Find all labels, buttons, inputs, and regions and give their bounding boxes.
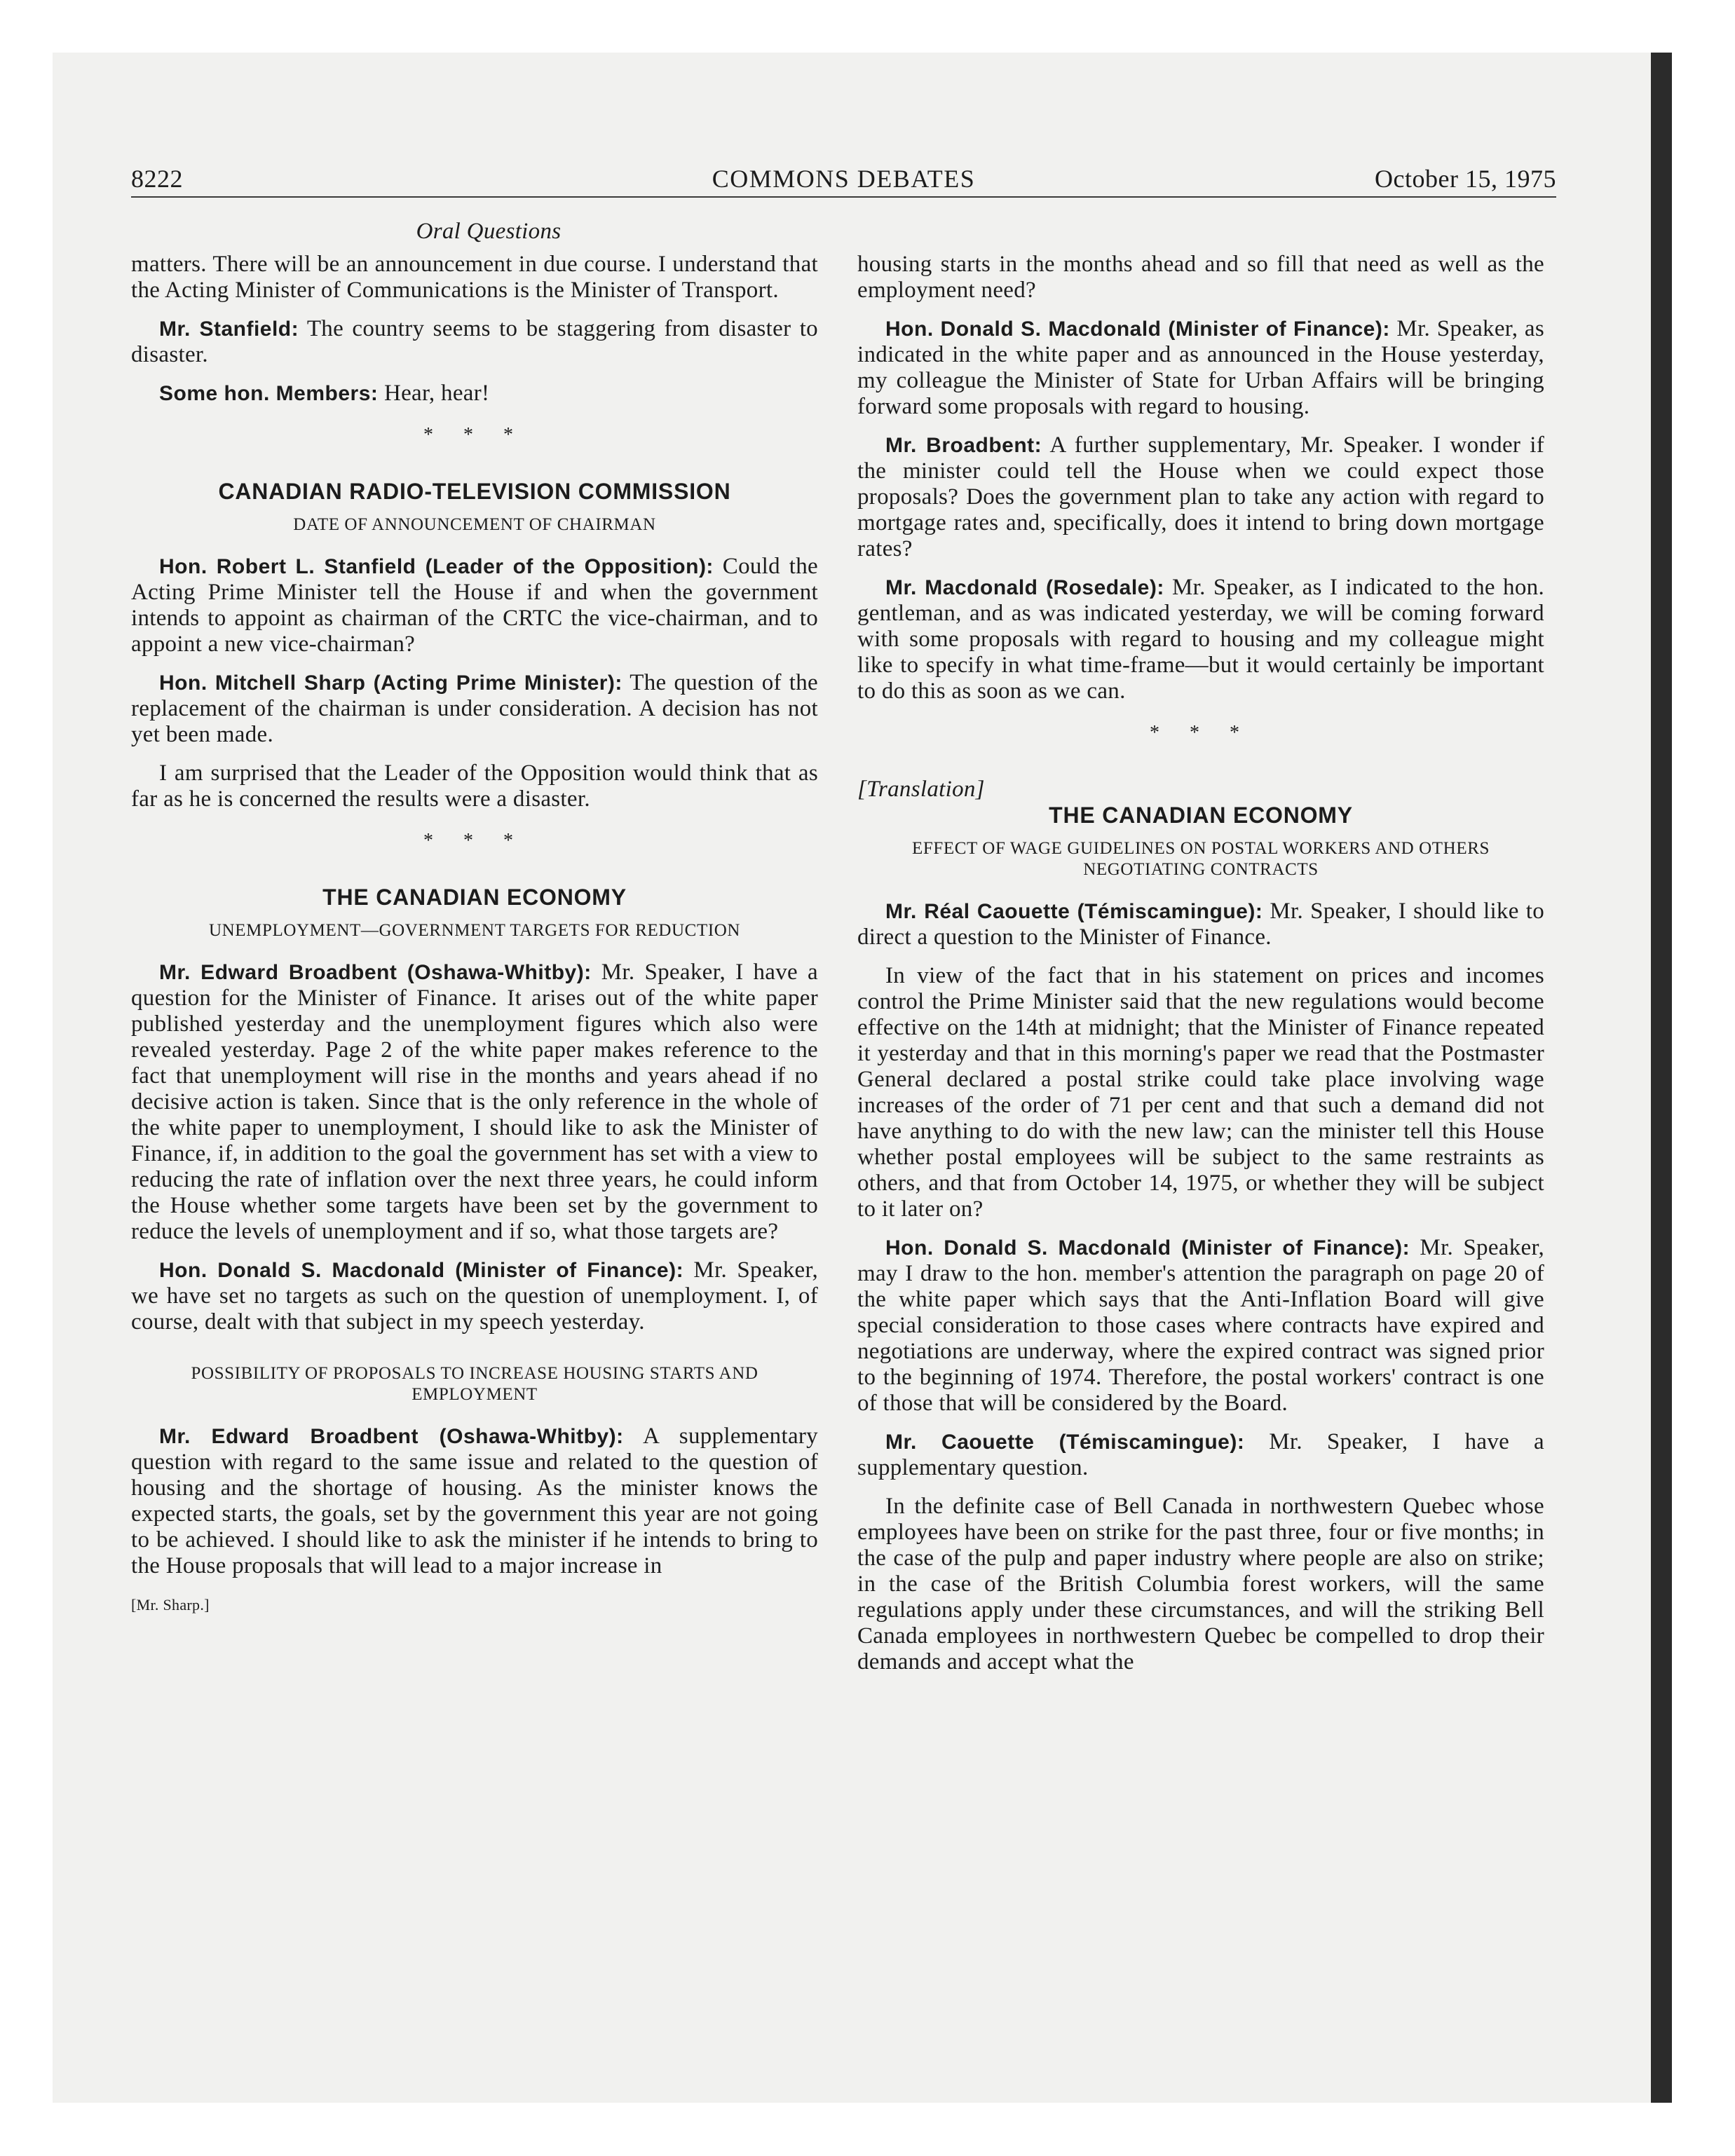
section-subheading: EFFECT OF WAGE GUIDELINES ON POSTAL WORKERS AND OTHERS NEGOTIATING CONTRACTS [912,839,1490,879]
page-header [131,163,1556,195]
paragraph [857,575,1544,704]
section-subheading: POSSIBILITY OF PROPOSALS TO INCREASE HOUSING STARTS AND EMPLOYMENT [191,1364,758,1404]
speaker-name: Mr. Réal Caouette (Témiscamingue): [885,900,1263,923]
paragraph: In view of the fact that in his statement on prices and incomes control the Prime Minister said that the new regulations would become effective on the 14th at midnight; that the Minister of Finance repeated it yesterday and that in this morning's paper we read that the Postmaster General declared a postal strike could take place involving wage increases of the order of 71 per cent and that such a demand did not have anything to do with the new law; can the minister tell this House whether postal employees will be subject to the same restraints as others, and that from October 14, 1975, or whether they will be subject to it later on? [857,963,1544,1222]
speaker-name: Mr. Caouette (Témiscamingue): [885,1431,1245,1454]
speech-text: The question of the replacement of the chairman is under consideration. A decision has not yet been made. [131,670,818,747]
speaker-name: Some hon. Members: [159,382,379,405]
speech-text: Mr. Speaker, may I draw to the hon. member's attention the paragraph on page 20 of the white paper which says that the Anti-Inflation Board will give special consideration to those cases where contracts have expired and negotiations are underway, where the expired contract was signed prior to the beginning of 1974. Therefore, the postal workers' contract is one of those that will be considered by the Board. [857,1235,1545,1416]
section-heading: THE CANADIAN ECONOMY [1049,803,1353,828]
speaker-name: Hon. Donald S. Macdonald (Minister of Finance): [885,1236,1410,1260]
paragraph [857,432,1544,562]
paragraph [131,554,818,657]
paragraph [857,316,1544,420]
paragraph [857,1429,1544,1481]
speech-text: Mr. Speaker, I have a supplementary question. [857,1429,1544,1480]
translation-marker: [Translation] [857,777,985,802]
speaker-name: Mr. Edward Broadbent (Oshawa-Whitby): [159,961,592,984]
page-date: October 15, 1975 [1375,165,1556,193]
speaker-name: Hon. Donald S. Macdonald (Minister of Finance): [885,318,1390,341]
speech-text: The country seems to be staggering from disaster to disaster. [131,316,818,367]
section-separator: * * * [1150,722,1252,744]
paragraph [131,1257,818,1335]
speaker-name: Hon. Mitchell Sharp (Acting Prime Minister): [159,671,622,695]
section-heading: THE CANADIAN ECONOMY [322,885,627,910]
speech-text: Could the Acting Prime Minister tell the House if and when the government intends to appoint as chairman of the CRTC the vice-chairman, and to appoint a new vice-chairman? [131,554,818,657]
speaker-footnote: [Mr. Sharp.] [131,1596,210,1613]
paragraph [857,1235,1544,1417]
paragraph [131,316,818,368]
speech-text: Mr. Speaker, we have set no targets as such on the question of unemployment. I, of course, dealt with that subject in my speech yesterday. [131,1257,819,1335]
paragraph: In the definite case of Bell Canada in northwestern Quebec whose employees have been on strike for the past three, four or five months; in the case of the pulp and paper industry where people are also on strike; in the case of the British Columbia forest workers, will the same regulations apply under these circumstances, and will the striking Bell Canada employees in northwestern Quebec be compelled to drop their demands and accept what the [857,1494,1544,1674]
paragraph [131,381,818,407]
publication-title: COMMONS DEBATES [712,165,976,193]
left-column [131,219,818,1618]
speech-text: Hear, hear! [378,381,490,406]
speaker-name: Hon. Donald S. Macdonald (Minister of Finance): [159,1259,684,1282]
speaker-name: Mr. Macdonald (Rosedale): [885,576,1164,599]
speech-text: Mr. Speaker, as I indicated to the hon. gentleman, and as was indicated yesterday, we will be coming forward with some proposals with regard to housing and my colleague might like to specify in what time-frame—but it would certainly be important to do this as soon as we can. [857,575,1544,704]
speech-text: A supplementary question with regard to the same issue and related to the question of housing and the shortage of housing. As the minister knows the expected starts, the goals, set by the government this year are not going to be achieved. I should like to ask the minister if he intends to bring to the House proposals that will lead to a major increase in [131,1424,818,1578]
paragraph [131,1424,818,1579]
page-number: 8222 [131,165,183,193]
scan-binding-edge [1651,53,1672,2103]
speech-text: Mr. Speaker, I have a question for the Minister of Finance. It arises out of the white paper published yesterday and the unemployment figures which also were revealed yesterday. Page 2 of the white paper makes reference to the fact that unemployment will rise in the months and years ahead if no decisive action is taken. Since that is the only reference in the whole of the white paper to unemployment, I should like to ask the Minister of Finance, if, in addition to the goal the government has set with a view to reducing the rate of inflation over the next three years, he could inform the House whether some targets have been set by the government to reduce the levels of unemployment and if so, what those targets are? [131,960,818,1244]
paragraph [131,960,818,1245]
paragraph [131,670,818,748]
paragraph: housing starts in the months ahead and so fill that need as well as the employment need? [857,252,1544,303]
speaker-name: Hon. Robert L. Stanfield (Leader of the Opposition): [159,555,714,578]
section-separator: * * * [423,424,526,446]
paragraph: I am surprised that the Leader of the Opposition would think that as far as he is concerned the results were a disaster. [131,760,818,812]
section-heading: CANADIAN RADIO-TELEVISION COMMISSION [218,479,731,504]
paragraph: matters. There will be an announcement in due course. I understand that the Acting Minister of Communications is the Minister of Transport. [131,252,818,303]
header-rule [131,196,1556,198]
speech-text: Mr. Speaker, I should like to direct a question to the Minister of Finance. [857,899,1544,950]
speaker-name: Mr. Broadbent: [885,434,1042,457]
right-column [857,219,1544,1688]
speaker-name: Mr. Stanfield: [159,318,299,341]
section-subheading: DATE OF ANNOUNCEMENT OF CHAIRMAN [293,515,656,534]
speech-text: A further supplementary, Mr. Speaker. I wonder if the minister could tell the House when we could expect those proposals? Does the government plan to take any action with regard to mortgage rates and, specifically, does it intend to bring down mortgage rates? [857,432,1544,561]
running-head: Oral Questions [416,219,562,244]
section-separator: * * * [423,830,526,852]
section-subheading: UNEMPLOYMENT—GOVERNMENT TARGETS FOR REDUCTION [208,921,741,940]
speech-text: Mr. Speaker, as indicated in the white paper and as announced in the House yesterday, my colleague the Minister of State for Urban Affairs will be bringing forward some proposals with regard to housing. [857,316,1544,419]
speaker-name: Mr. Edward Broadbent (Oshawa-Whitby): [159,1425,624,1448]
paragraph [857,899,1544,950]
